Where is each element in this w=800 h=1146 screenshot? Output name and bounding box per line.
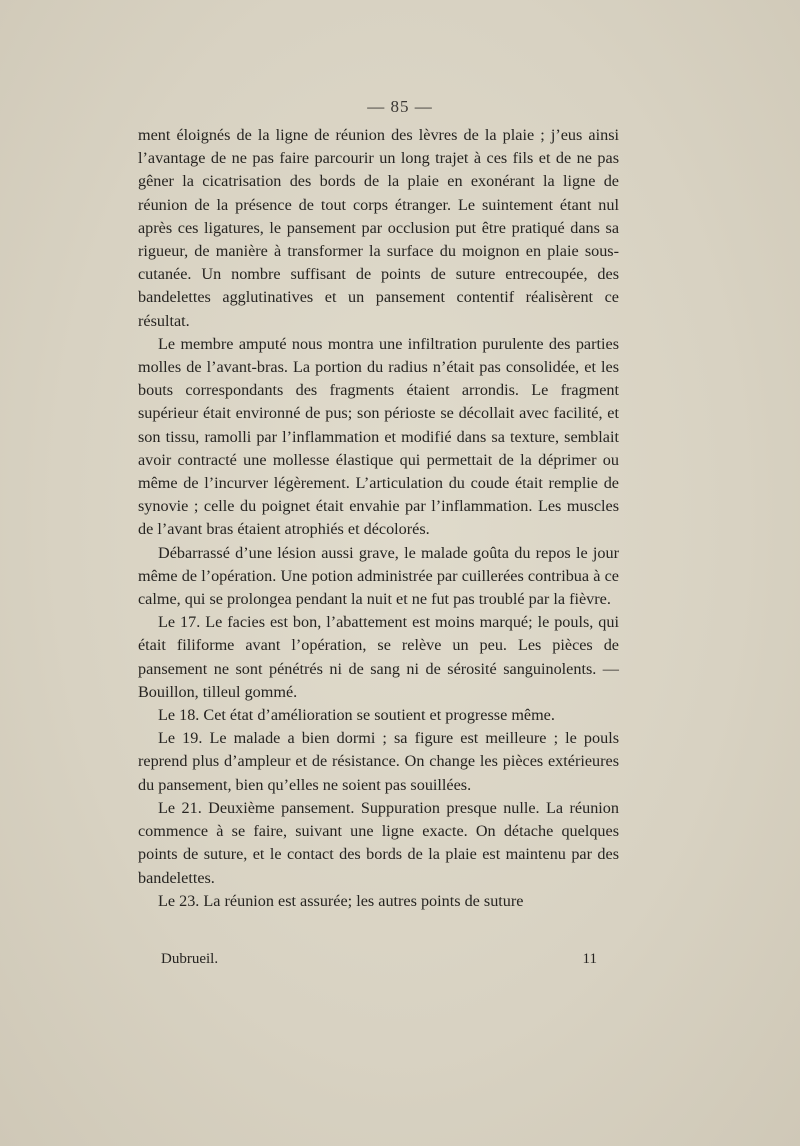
paragraph-day-18: Le 18. Cet état d’amélioration se soutient et progresse même.: [158, 706, 555, 725]
paragraph-continuation: ment éloignés de la ligne de réunion des lèvres de la plaie ; j’eus ainsi l’avantage de ne pas faire parcourir un long trajet à ces fils et de ne pas gêner la cicatrisation des bords de la plaie en exonérant la ligne de réunion de la présence de tout corps étranger. Le suintement étant nul après ces ligatures, le pansement par occlusion put être pratiqué dans sa rigueur, de manière à transformer la surface du moignon en plaie sous-cutanée. Un nombre suffisant de points de suture entrecoupée, des bandelettes agglutinatives et un pansement contentif réalisèrent ce résultat.: [138, 126, 619, 330]
page-footer: [161, 951, 597, 973]
page-number: — 85 —: [367, 97, 433, 116]
body-text: [138, 124, 619, 913]
paragraph-recovery: Débarrassé d’une lésion aussi grave, le malade goûta du repos le jour même de l’opération. Une potion administrée par cuillerées contribua à ce calme, qui se prolongea pendant la nuit et ne fut pas troublé par la fièvre.: [138, 543, 619, 609]
paragraph-amputated-limb: Le membre amputé nous montra une infiltration purulente des parties molles de l’avant-bras. La portion du radius n’était pas consolidée, et les bouts correspondants des fragments étaient arrondis. Le fragment supérieur était environné de pus; son périoste se décollait avec facilité, et son tissu, ramolli par l’inflammation et modifié dans sa texture, semblait avoir contracté une mollesse élastique qui permettait de la déprimer ou même de l’incurver légèrement. L’articulation du coude était remplie de synovie ; celle du poignet était envahie par l’inflammation. Les muscles de l’avant bras étaient atrophiés et décolorés.: [138, 334, 619, 539]
paragraph-day-19: Le 19. Le malade a bien dormi ; sa figure est meilleure ; le pouls reprend plus d’ampleur et de résistance. On change les pièces extérieures du pansement, bien qu’elles ne soient pas souillées.: [138, 729, 619, 794]
paragraph-day-17: Le 17. Le facies est bon, l’abattement est moins marqué; le pouls, qui était filiforme avant l’opération, se relève un peu. Les pièces de pansement ne sont pénétrés ni de sang ni de sérosité sanguinolents. — Bouillon, tilleul gommé.: [138, 613, 619, 701]
paragraph-day-23: Le 23. La réunion est assurée; les autres points de suture: [158, 891, 524, 910]
footer-author: Dubrueil.: [161, 951, 219, 967]
footer-signature-mark: 11: [582, 951, 597, 967]
paragraph-day-21: Le 21. Deuxième pansement. Suppuration presque nulle. La réunion commence à se faire, suivant une ligne exacte. On détache quelques points de suture, et le contact des bords de la plaie est maintenu par des bandelettes.: [138, 798, 619, 887]
